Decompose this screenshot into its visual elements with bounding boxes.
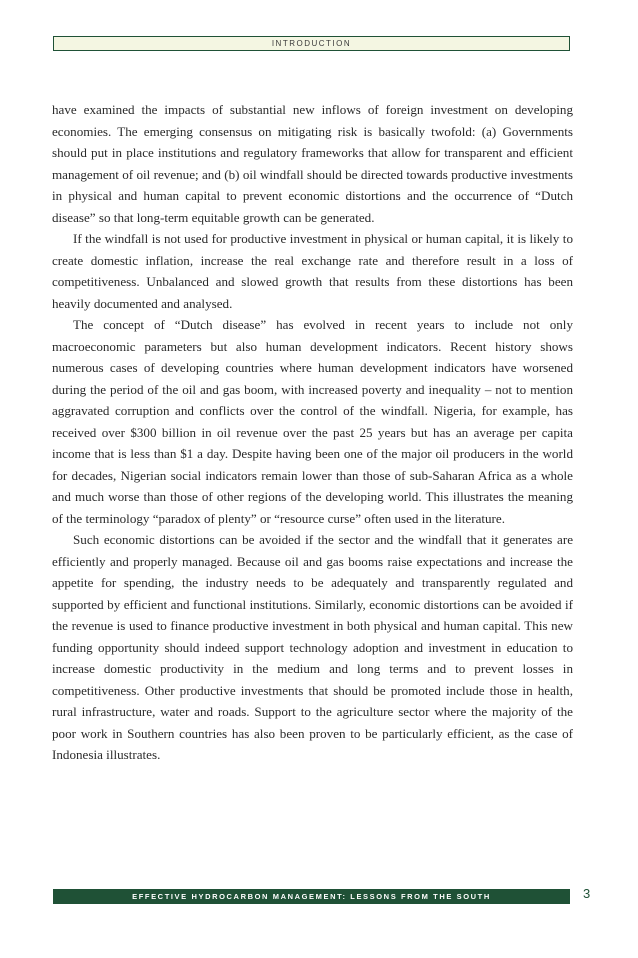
paragraph-2: If the windfall is not used for productive investment in physical or human capital, it is likely to create domestic inflation, increase the real exchange rate and therefore result in a loss of competitiveness. Unbalanced and slowed growth that results from these distortions has been heavily documented and analysed. xyxy=(52,231,573,311)
book-title: EFFECTIVE HYDROCARBON MANAGEMENT: LESSONS FROM THE SOUTH xyxy=(132,891,491,901)
paragraph-1: have examined the impacts of substantial new inflows of foreign investment on developing economies. The emerging consensus on mitigating risk is basically twofold: (a) Governments should put in place institutions and regulatory frameworks that allow for transparent and efficient management of oil revenue; and (b) oil windfall should be directed towards productive investments in physical and human capital to prevent economic distortions and the occurrence of “Dutch disease” so that long-term equitable growth can be generated. xyxy=(52,102,573,225)
paragraph-3: The concept of “Dutch disease” has evolved in recent years to include not only macroeconomic parameters but also human development indicators. Recent history shows numerous cases of developing countries where human development indicators have worsened during the period of the oil and gas boom, with increased poverty and inequality – not to mention aggravated corruption and conflicts over the control of the windfall. Nigeria, for example, has received over $300 billion in oil revenue over the past 25 years but has an average per capita income that is less than $1 a day. Despite having been one of the major oil producers in the world for decades, Nigerian social indicators remain lower than those of sub-Saharan Africa as a whole and much worse than those of other regions of the developing world. This illustrates the meaning of the terminology “paradox of plenty” or “resource curse” often used in the literature. xyxy=(52,317,573,526)
section-title: INTRODUCTION xyxy=(271,38,352,48)
running-footer xyxy=(53,889,570,904)
page-number: 3 xyxy=(583,886,591,901)
paragraph-4: Such economic distortions can be avoided if the sector and the windfall that it generates are efficiently and properly managed. Because oil and gas booms raise expectations and increase the appetite for spending, the industry needs to be adequately and transparently regulated and supported by efficient and functional institutions. Similarly, economic distortions can be avoided if the revenue is used to finance productive investment in both physical and human capital. This new funding opportunity should indeed support technology adoption and investment in education to increase domestic productivity in the medium and long terms and to prevent losses in competitiveness. Other productive investments that should be promoted include those in health, rural infrastructure, water and roads. Support to the agriculture sector where the majority of the poor work in Southern countries has also been proven to be particularly efficient, as the case of Indonesia illustrates. xyxy=(52,532,573,762)
body-text xyxy=(52,99,573,766)
running-header xyxy=(53,36,570,51)
